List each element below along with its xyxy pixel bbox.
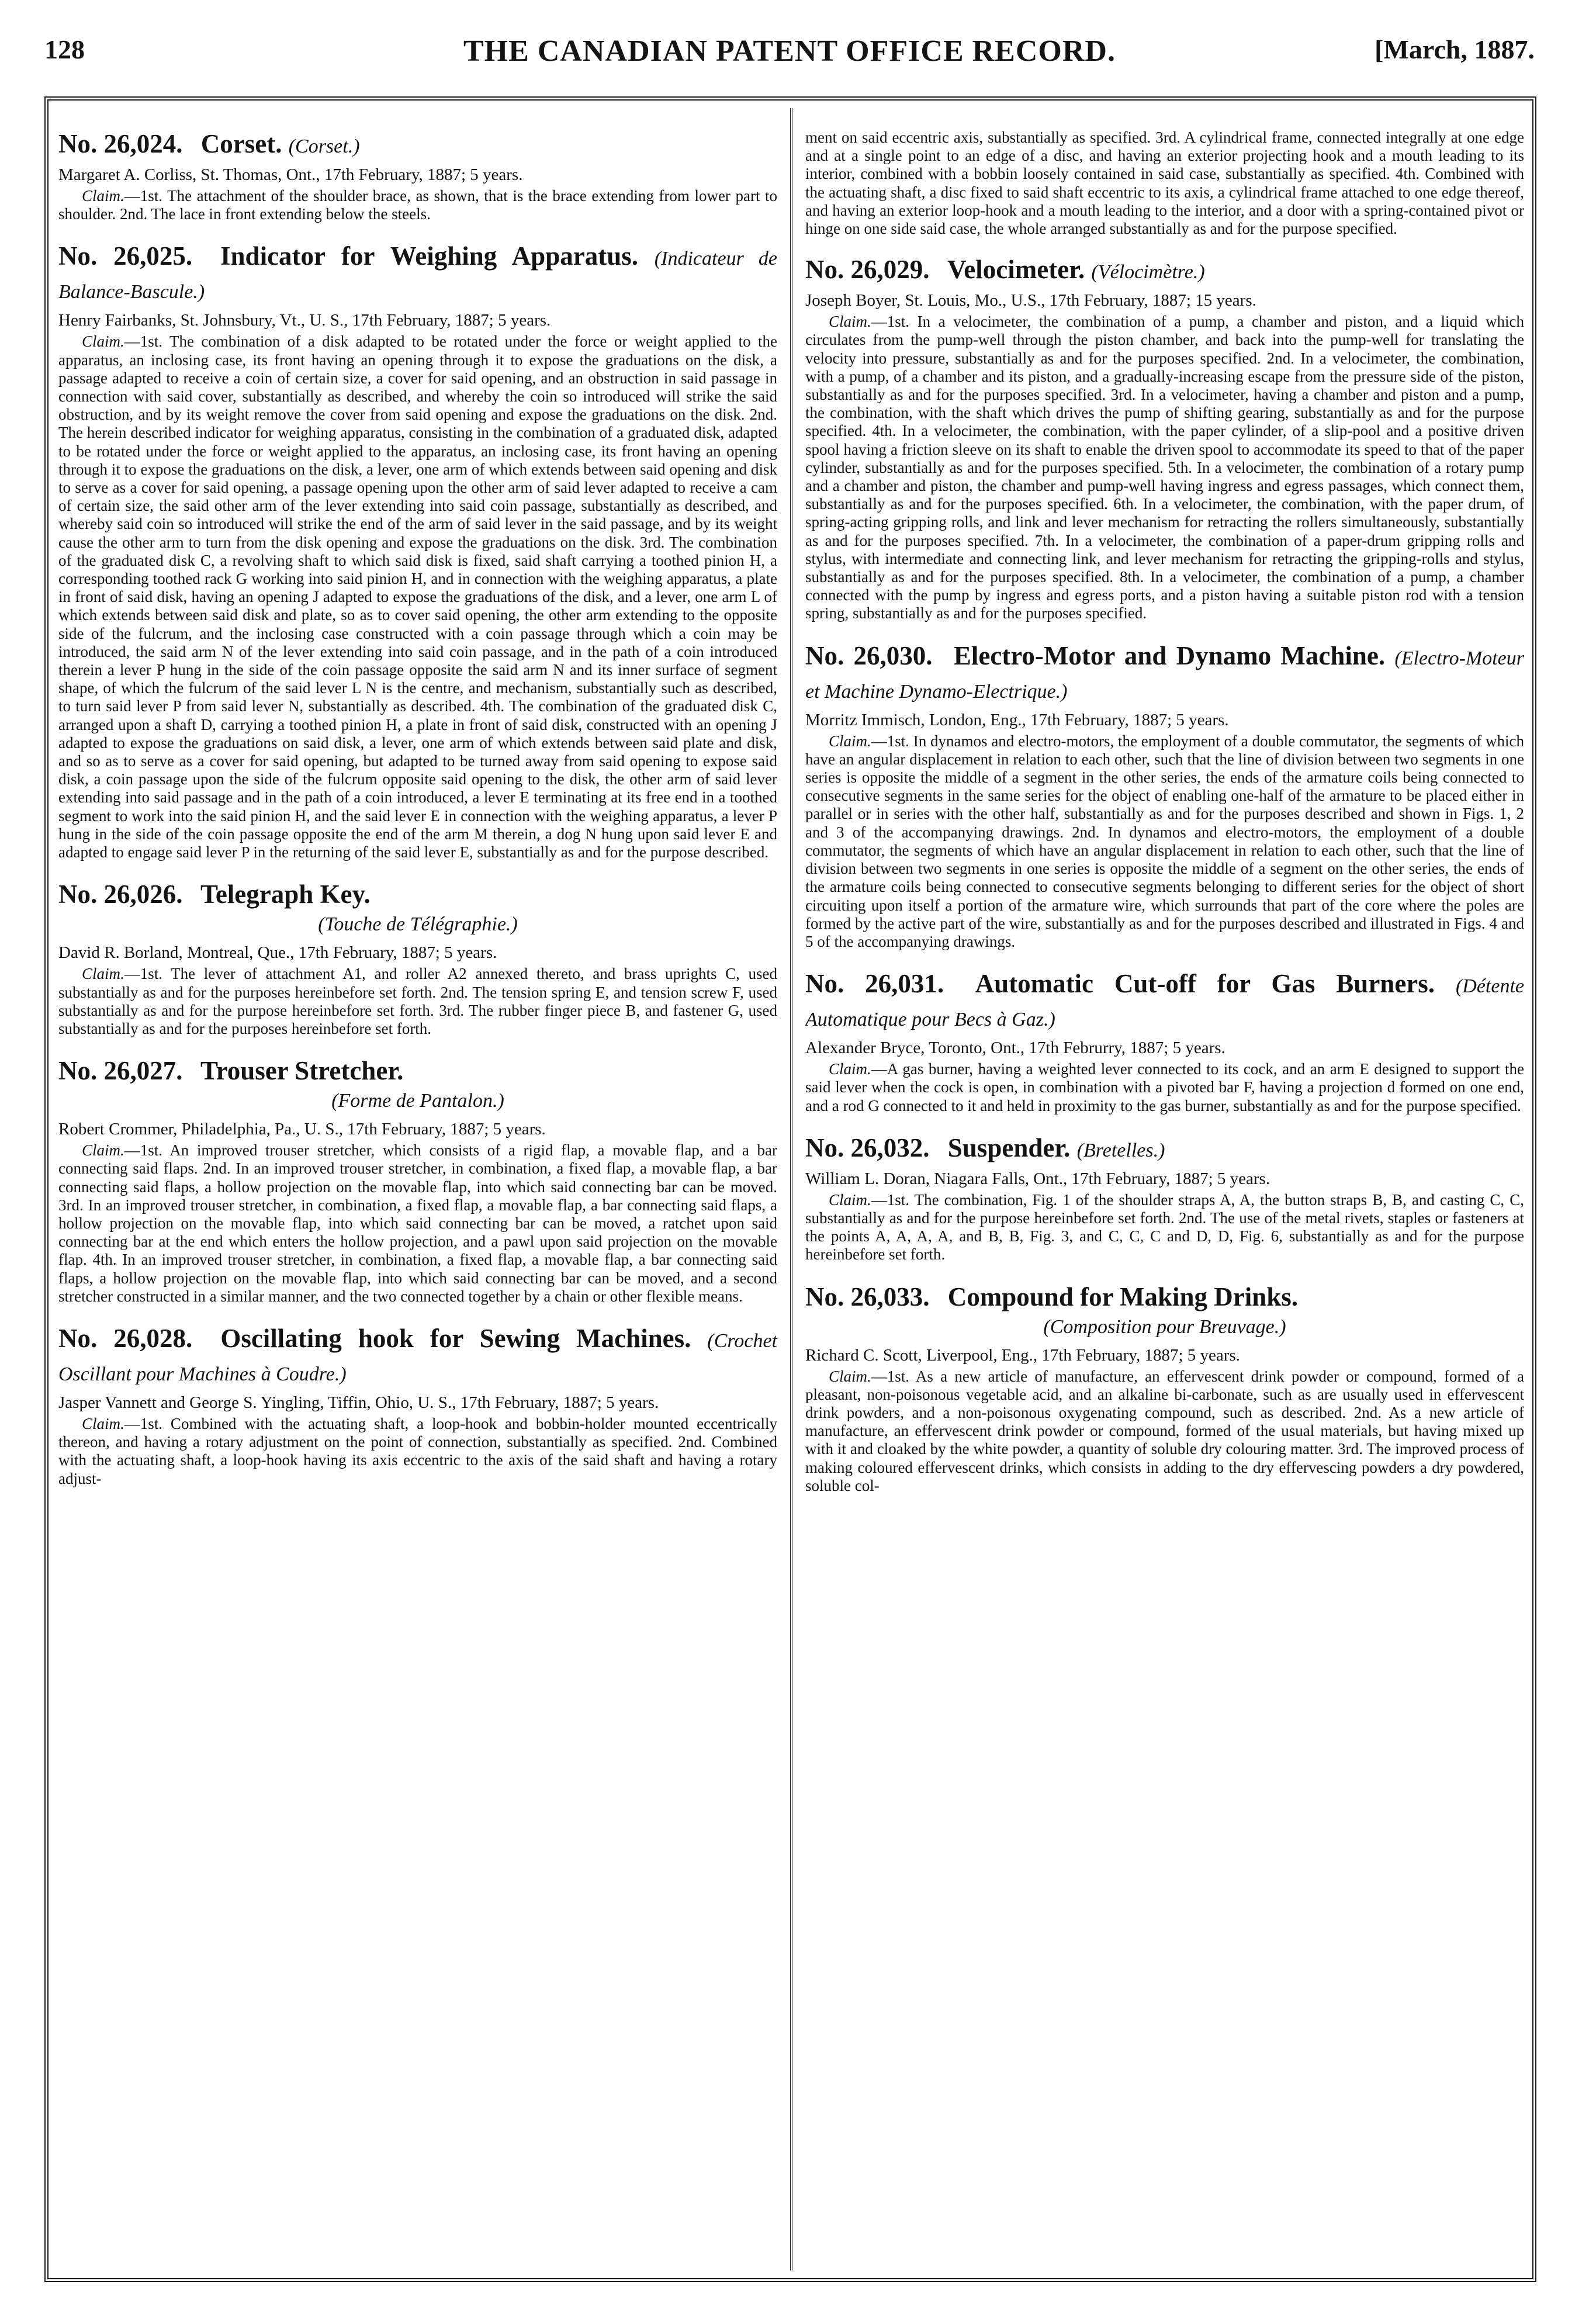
left-column bbox=[58, 129, 777, 2268]
patent-entry bbox=[58, 879, 777, 1038]
claim-text bbox=[58, 1415, 777, 1488]
claim-text bbox=[805, 732, 1524, 951]
claim-body: —1st. The attachment of the shoulder brace, as shown, that is the brace extending from lower part to shoulder. 2nd. The lace in front extending below the steels. bbox=[58, 187, 777, 223]
patent-number: No. 26,026. bbox=[58, 880, 183, 909]
entry-heading bbox=[58, 129, 777, 162]
patent-title: Compound for Making Drinks. bbox=[947, 1282, 1299, 1311]
claim-text bbox=[805, 1060, 1524, 1115]
applicant-line: Henry Fairbanks, St. Johnsbury, Vt., U. S., 17th February, 1887; 5 years. bbox=[58, 311, 551, 330]
claim-body: —1st. In dynamos and electro-motors, the employment of a double commutator, the segments of which have an angular displacement in relation to each other, such that the line of division between two segments in one series is opposite the middle of a segment in the other series, the ends of the armature coils being connected to consecutive segments in the same series for the object of enabling one-half of the armature to be placed either in parallel or in series with the other half, substantially as and for the purposes described and shown in Figs. 1, 2 and 3 of the accompanying drawings. 2nd. In dynamos and electro-motors, the employment of a double commutator, the segments of which have an angular displacement in relation to each other, such that the line of division between two segments in one series is opposite the middle of a segment on the other series, the ends of the armature coils being connected to consecutive segments belonging to different series for the object of short circuiting upon itself a portion of the armature wire, which surrounds that part of the core where the poles are formed by the active part of the wire, substantially as and for the purposes described and illustrated in Figs. 4 and 5 of the accompanying drawings. bbox=[805, 732, 1524, 950]
page-number: 128 bbox=[44, 34, 85, 64]
claim-body: —1st. Combined with the actuating shaft, a loop-hook and bobbin-holder mounted eccentrically thereon, and having a rotary adjustment on the point of connection, substantially as specified. 2nd. Combined with the actuating shaft, a loop-hook having its axis eccentric to the axis of the said shaft and having a rotary adjust- bbox=[58, 1414, 777, 1487]
patent-entry bbox=[58, 241, 777, 861]
patent-title: Automatic Cut-off for Gas Burners. bbox=[975, 969, 1435, 999]
patent-entry bbox=[58, 1323, 777, 1488]
claim-body: —1st. The combination of a disk adapted to be rotated under the force or weight applied to the apparatus, an inclosing case, its front having an opening through it to expose the graduations on the disk, a passage adapted to receive a coin of certain size, a cover for said opening, and an obstruction in said passage in connection with said cover, substantially as described, and whereby the coin so introduced will strike the said obstruction, and by its weight remove the cover from said opening and expose the graduations on the disk. 2nd. The herein described indicator for weighing apparatus, consisting in the combination of a graduated disk, adapted to be rotated under the force or weight applied to the apparatus, an inclosing case, its front having an opening through it to expose the graduations on the disk, a lever, one arm of which extends between said opening and disk to serve as a cover for said opening, a passage opening upon the other arm of said lever adapted to receive a cam of certain size, the said other arm of the lever extending into said coin passage, substantially as described, and whereby said coin so introduced will strike the end of the arm of said lever in the said passage, and by its weight cause the other arm to turn from the disk opening and expose the graduations on the disk. 3rd. The combination of the graduated disk C, a revolving shaft to which said disk is fixed, said shaft carrying a toothed pinion H, a corresponding toothed rack G working into said pinion H, and in connection with the weighing apparatus, a plate in front of said disk, having an opening J adapted to expose the graduations of the disk, and a lever, one arm L of which extends between said disk and plate, so as to cover said opening, the other arm extending to the opposite side of the fulcrum, and the inclosing case constructed with a coin passage through which a coin may be introduced, the said arm N of the lever extending into said coin passage, and in the path of a coin introduced therein a lever P hung in the side of the coin passage opposite the said arm N and its inner surface of segment shape, of which the fulcrum of the said lever L N is the centre, and mechanism, substantially such as described, to turn said lever P from said lever N, substantially as described. 4th. The combination of the graduated disk C, arranged upon a shaft D, carrying a toothed pinion H, a plate in front of said disk, constructed with an opening J adapted to expose the graduations on said disk, a lever, one arm of which extends between said plate and disk, and so as to serve as a cover for said opening, but adapted to be turned away from said opening to expose said disk, a coin passage upon the side of the fulcrum opposite said opening to the disk, the other arm of said lever extending into said passage and in the path of a coin introduced, a lever E terminating at its free end in a toothed segment to work into the said pinion H, and the said lever E in connection with the weighing apparatus, a lever P hung in the side of the coin passage opposite the end of the arm M therein, a dog N hung upon said lever E and adapted to engage said lever P in the returning of the said lever E, substantially as and for the purpose described. bbox=[58, 333, 777, 861]
patent-number: No. 26,031. bbox=[805, 969, 944, 999]
french-title: (Electro-Moteur et Machine Dynamo-Electrique.) bbox=[805, 647, 1524, 702]
column-divider bbox=[790, 108, 792, 2270]
applicant-line: David R. Borland, Montreal, Que., 17th February, 1887; 5 years. bbox=[58, 943, 497, 963]
claim-body: —1st. In a velocimeter, the combination of a pump, a chamber and piston, and a liquid which circulates from the pump-well through the piston chamber, and back into the pump-well for translating the velocity into pressure, substantially as and for the purposes specified. 2nd. In a velocimeter, the combination, with a pump, of a chamber and its piston, and a gradually-increasing escape from the pressure side of the piston, substantially as and for the purposes specified. 3rd. In a velocimeter, having a chamber and piston and a pump, the combination, with the shaft which drives the pump of shifting gearing, substantially as and for the purpose specified. 4th. In a velocimeter, the combination, with the paper cylinder, of a slip-pool and a positive driven spool having a friction sleeve on its shaft to enable the driven spool to accommodate its speed to that of the paper cylinder, substantially as and for the purposes specified. 5th. In a velocimeter, the combination of a rotary pump and a chamber and piston, the chamber and pump-well having ingress and egress passages, which connect them, substantially as and for the purposes specified. 6th. In a velocimeter, the combination, with the paper drum, of spring-acting gripping rolls, and link and lever mechanism for retracting the rollers simultaneously, substantially as and for the purposes specified. 7th. In a velocimeter, the combination of a paper-drum gripping rolls and stylus, with intermediate and connecting link, and lever mechanism for retracting the gripping-rolls and stylus, substantially as and for the purposes specified. 8th. In a velocimeter, the combination of a pump, a chamber connected with the pump by ingress and egress ports, and a piston having a suitable piston rod with a tension spring, substantially as and for the purposes specified. bbox=[805, 313, 1524, 622]
claim-text bbox=[805, 313, 1524, 622]
applicant-line: Morritz Immisch, London, Eng., 17th February, 1887; 5 years. bbox=[805, 710, 1229, 729]
continued-claim-text: ment on said eccentric axis, substantially as specified. 3rd. A cylindrical frame, connected integrally at one edge and at a single point to an edge of a disc, and having an exterior projecting hook and a mouth leading to its interior, combined with a bobbin loosely contained in said case, substantially as specified. 4th. Combined with the actuating shaft, a disc fixed to said shaft eccentric to its axis, a cylindrical frame attached to one edge thereof, and having an exterior loop-hook and a mouth leading to the interior, and a door with a spring-contained pivot or hinge on one side said case, the whole arranged substantially as and for the purpose specified. bbox=[805, 129, 1524, 238]
entry-heading bbox=[805, 1282, 1524, 1342]
entry-heading bbox=[58, 1055, 777, 1116]
entry-heading bbox=[805, 641, 1524, 707]
patent-title: Oscillating hook for Sewing Machines. bbox=[220, 1323, 691, 1353]
patent-entry bbox=[58, 1055, 777, 1306]
applicant-line: Robert Crommer, Philadelphia, Pa., U. S., 17th February, 1887; 5 years. bbox=[58, 1120, 546, 1139]
journal-title: THE CANADIAN PATENT OFFICE RECORD. bbox=[463, 34, 1116, 68]
entry-heading bbox=[58, 241, 777, 307]
patent-entry bbox=[805, 641, 1524, 951]
patent-title: Corset. bbox=[200, 129, 282, 158]
entry-heading bbox=[58, 879, 777, 940]
claim-label: Claim. bbox=[829, 1367, 871, 1385]
applicant-line: Jasper Vannett and George S. Yingling, Tiffin, Ohio, U. S., 17th February, 1887; 5 years. bbox=[58, 1393, 659, 1412]
applicant-line: William L. Doran, Niagara Falls, Ont., 17th February, 1887; 5 years. bbox=[805, 1169, 1270, 1188]
claim-text bbox=[58, 1141, 777, 1306]
claim-label: Claim. bbox=[829, 313, 871, 331]
claim-label: Claim. bbox=[82, 1414, 124, 1432]
claim-body: —A gas burner, having a weighted lever connected to its cock, and an arm E designed to support the said lever when the cock is open, in combination with a pivoted bar F, having a projection d formed on one end, and a rod G connected to it and held in proximity to the gas burner, substantially as and for the purpose specified. bbox=[805, 1060, 1524, 1114]
patent-entry bbox=[805, 254, 1524, 622]
page-header bbox=[44, 34, 1535, 75]
entry-heading bbox=[805, 254, 1524, 288]
issue-date: [March, 1887. bbox=[1375, 34, 1535, 64]
claim-text bbox=[58, 333, 777, 861]
patent-number: No. 26,025. bbox=[58, 241, 193, 271]
patent-number: No. 26,029. bbox=[805, 255, 930, 285]
claim-label: Claim. bbox=[829, 1190, 871, 1209]
french-title: (Corset.) bbox=[288, 136, 360, 157]
claim-text bbox=[58, 965, 777, 1038]
patent-entry bbox=[805, 1133, 1524, 1264]
claim-body: —1st. As a new article of manufacture, an effervescent drink powder or compound, formed of a pleasant, non-poisonous vegetable acid, and an alkaline bi-carbonate, such as are usually used in effervescent drink powders, and a non-poisonous oxygenating compound, such as described. 2nd. As a new article of manufacture, an effervescent drink powder or compound, formed of the usual materials, but having mixed up with it and cloaked by the white powder, a quantity of soluble dry colouring matter. 3rd. The improved process of making coloured effervescent drinks, which consists in adding to the dry effervescing powders a dry powdered, soluble col- bbox=[805, 1367, 1524, 1494]
patent-number: No. 26,032. bbox=[805, 1133, 930, 1162]
claim-body: —1st. An improved trouser stretcher, which consists of a rigid flap, a movable flap, and a bar connecting said flaps. 2nd. In an improved trouser stretcher, in combination, a fixed flap, a movable flap, a bar connecting said flaps, a hollow projection on the movable flap, into which said connecting bar can be moved. 3rd. In an improved trouser stretcher, in combination, a fixed flap, a movable flap, a bar connecting said flaps, a hollow projection on the movable flap, into which said connecting bar can be moved, a ratchet upon said connecting bar at the end which enters the hollow projection, and a pawl upon said projection on the movable flap. 4th. In an improved trouser stretcher, in combination, a fixed flap, a movable flap, a bar connecting said flaps, a hollow projection on the movable flap, into which said connecting bar can be moved, and a second stretcher constructed in a similar manner, and the two connected together by a chain or other flexible means. bbox=[58, 1141, 777, 1305]
claim-text bbox=[58, 187, 777, 223]
patent-title: Suspender. bbox=[947, 1133, 1071, 1162]
claim-label: Claim. bbox=[82, 333, 124, 351]
patent-title: Telegraph Key. bbox=[200, 880, 371, 909]
claim-body: —1st. The lever of attachment A1, and roller A2 annexed thereto, and brass uprights C, used substantially as and for the purposes hereinbefore set forth. 2nd. The tension spring E, and tension screw F, used substantially as and for the purpose hereinbefore set forth. 3rd. The rubber finger piece B, and fastener G, used substantially as and for the purposes hereinbefore set forth. bbox=[58, 965, 777, 1037]
claim-label: Claim. bbox=[829, 1060, 871, 1078]
french-title: (Touche de Télégraphie.) bbox=[318, 913, 518, 936]
applicant-line: Richard C. Scott, Liverpool, Eng., 17th February, 1887; 5 years. bbox=[805, 1345, 1240, 1365]
patent-number: No. 26,033. bbox=[805, 1282, 930, 1311]
entry-heading bbox=[805, 968, 1524, 1035]
french-title: (Vélocimètre.) bbox=[1091, 261, 1205, 283]
patent-title: Trouser Stretcher. bbox=[200, 1056, 404, 1086]
patent-entry bbox=[58, 129, 777, 223]
entry-heading bbox=[58, 1323, 777, 1390]
entry-heading bbox=[805, 1133, 1524, 1166]
applicant-line: Margaret A. Corliss, St. Thomas, Ont., 17th February, 1887; 5 years. bbox=[58, 165, 523, 184]
french-title: (Détente Automatique pour Becs à Gaz.) bbox=[805, 975, 1524, 1031]
patent-number: No. 26,028. bbox=[58, 1323, 193, 1353]
patent-entry bbox=[805, 1282, 1524, 1495]
french-title: (Bretelles.) bbox=[1076, 1139, 1165, 1161]
claim-label: Claim. bbox=[82, 187, 124, 205]
patent-title: Velocimeter. bbox=[947, 255, 1085, 285]
right-column bbox=[805, 129, 1524, 2268]
french-title: (Forme de Pantalon.) bbox=[331, 1090, 504, 1112]
french-title: (Crochet Oscillant pour Machines à Coudre.) bbox=[58, 1330, 777, 1385]
applicant-line: Alexander Bryce, Toronto, Ont., 17th Februrry, 1887; 5 years. bbox=[805, 1039, 1225, 1058]
french-title: (Composition pour Breuvage.) bbox=[1043, 1316, 1286, 1338]
claim-label: Claim. bbox=[82, 1141, 124, 1160]
claim-text bbox=[805, 1368, 1524, 1495]
patent-entry bbox=[805, 968, 1524, 1115]
patent-number: No. 26,030. bbox=[805, 641, 933, 670]
claim-text bbox=[805, 1191, 1524, 1264]
claim-label: Claim. bbox=[829, 732, 871, 750]
french-title: (Indicateur de Balance-Bascule.) bbox=[58, 248, 777, 303]
patent-title: Electro-Motor and Dynamo Machine. bbox=[953, 641, 1386, 670]
claim-label: Claim. bbox=[82, 965, 124, 983]
patent-number: No. 26,027. bbox=[58, 1056, 183, 1086]
applicant-line: Joseph Boyer, St. Louis, Mo., U.S., 17th February, 1887; 15 years. bbox=[805, 291, 1256, 310]
claim-body: —1st. The combination, Fig. 1 of the shoulder straps A, A, the button straps B, B, and casting C, C, substantially as and for the purpose hereinbefore set forth. 2nd. The use of the metal rivets, staples or fasteners at the points A, A, A, A, and B, B, Fig. 3, and C, C, C and D, D, Fig. 6, substantially as and for the purpose hereinbefore set forth. bbox=[805, 1190, 1524, 1264]
patent-number: No. 26,024. bbox=[58, 129, 183, 158]
patent-title: Indicator for Weighing Apparatus. bbox=[220, 241, 638, 271]
